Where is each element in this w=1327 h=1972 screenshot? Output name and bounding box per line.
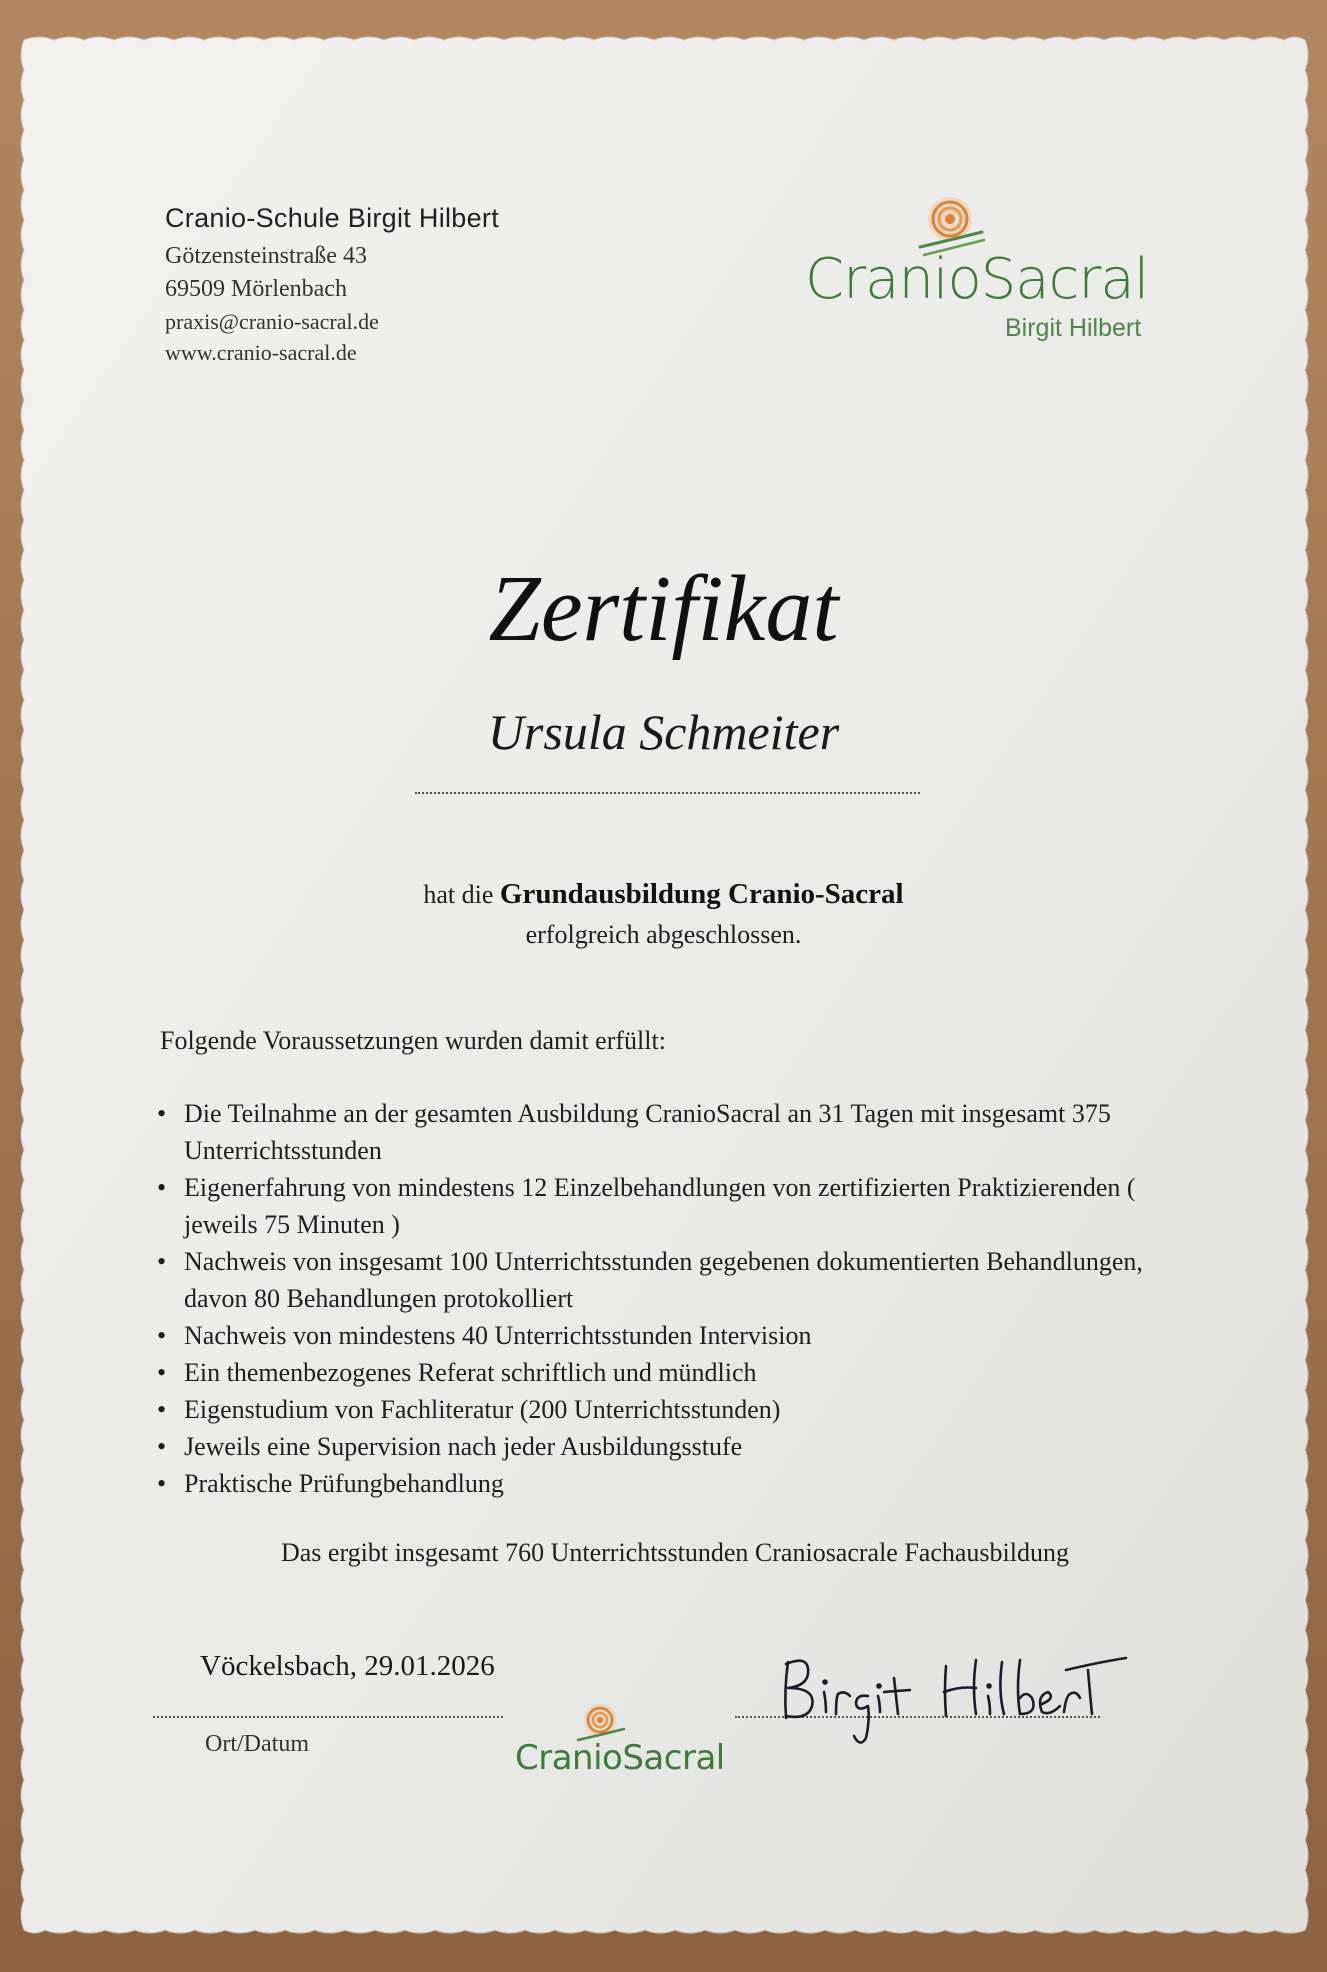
list-item: • Praktische Prüfungbehandlung [155,1465,1195,1502]
footer-logo-wordmark: CranioSacral [515,1738,725,1778]
place-dotted-line [153,1716,503,1718]
list-item: • Jeweils eine Supervision nach jeder Ausbildungsstufe [155,1428,1195,1465]
logo-wordmark: CranioSacral [805,247,1149,312]
logo-subtitle: Birgit Hilbert [1005,314,1142,342]
recipient-dotted-line [415,792,920,794]
completion-prefix: hat die [423,880,494,909]
school-name: Cranio-Schule Birgit Hilbert [165,203,500,233]
street: Götzensteinstraße 43 [165,243,367,269]
total-hours: Das ergibt insgesamt 760 Unterrichtsstunden Craniosacrale Fachausbildung [280,1538,1069,1567]
list-item: • Nachweis von insgesamt 100 Unterrichtsstunden gegebenen dokumentierten Behandlungen, davon 80 Behandlungen protokolliert [155,1243,1195,1317]
signature-drawing [770,1640,1130,1750]
email: praxis@cranio-sacral.de [165,309,379,334]
requirements-list [155,1095,1195,1502]
place-date: Vöckelsbach, 29.01.2026 [200,1650,495,1682]
cranio-sacral-logo [805,192,1185,352]
list-item: • Eigenstudium von Fachliteratur (200 Unterrichtsstunden) [155,1391,1195,1428]
certificate-title: Zertifikat [488,557,839,661]
completion-suffix: erfolgreich abgeschlossen. [525,920,802,949]
footer-logo [515,1700,735,1790]
list-item: • Die Teilnahme an der gesamten Ausbildung CranioSacral an 31 Tagen mit insgesamt 375 Unterrichtsstunden [155,1095,1195,1169]
website: www.cranio-sacral.de [165,340,357,365]
list-item: • Eigenerfahrung von mindestens 12 Einzelbehandlungen von zertifizierten Praktizierenden ( jeweils 75 Minuten ) [155,1169,1195,1243]
course-name: Grundausbildung Cranio-Sacral [499,878,904,910]
list-item: • Ein themenbezogenes Referat schriftlich und mündlich [155,1354,1195,1391]
completion-line [0,878,1327,911]
place-label: Ort/Datum [205,1731,309,1757]
list-item: • Nachweis von mindestens 40 Unterrichtsstunden Intervision [155,1317,1195,1354]
sender-address [165,203,499,368]
signature [770,1640,1130,1750]
recipient-name: Ursula Schmeiter [487,704,840,760]
requirements-intro: Folgende Voraussetzungen wurden damit erfüllt: [160,1026,666,1055]
city: 69509 Mörlenbach [165,276,347,302]
